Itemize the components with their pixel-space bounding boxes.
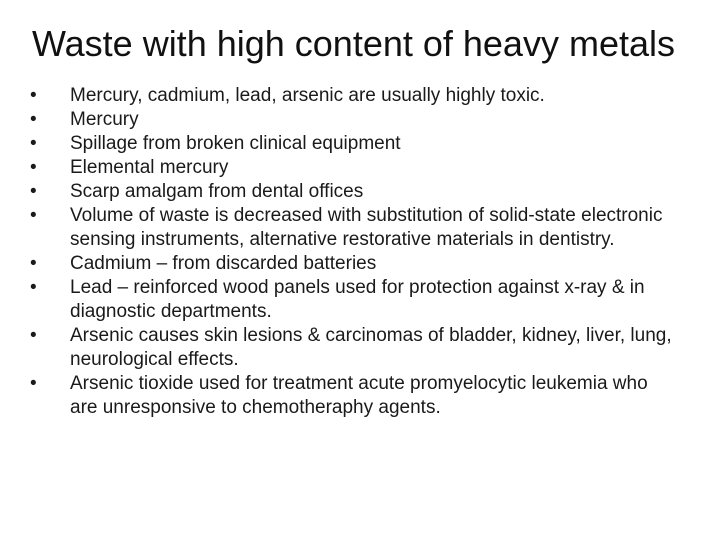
bullet-icon: • [30,133,37,154]
bullet-icon: • [30,109,37,130]
slide-title: Waste with high content of heavy metals [32,23,675,64]
list-item [30,108,680,132]
list-item [30,204,680,252]
bullet-icon: • [30,205,37,226]
bullet-text: Cadmium – from discarded batteries [70,253,377,274]
list-item [30,156,680,180]
bullet-icon: • [30,277,37,298]
bullet-text: Lead – reinforced wood panels used for protection against x-ray & in diagnostic departments. [70,277,645,322]
bullet-icon: • [30,181,37,202]
bullet-text: Arsenic tioxide used for treatment acute promyelocytic leukemia who are unresponsive to chemotheraphy agents. [70,373,648,418]
bullet-text: Volume of waste is decreased with substitution of solid-state electronic sensing instruments, alternative restorative materials in dentistry. [70,205,663,250]
list-item [30,84,680,108]
bullet-text: Arsenic causes skin lesions & carcinomas of bladder, kidney, liver, lung, neurological effects. [70,325,672,370]
bullet-text: Scarp amalgam from dental offices [70,181,364,202]
bullet-icon: • [30,85,37,106]
list-item [30,324,680,372]
bullet-list [30,84,680,420]
bullet-icon: • [30,157,37,178]
list-item [30,252,680,276]
bullet-text: Mercury, cadmium, lead, arsenic are usually highly toxic. [70,85,545,106]
list-item [30,180,680,204]
bullet-icon: • [30,253,37,274]
bullet-icon: • [30,373,37,394]
bullet-icon: • [30,325,37,346]
list-item [30,132,680,156]
bullet-text: Mercury [70,109,139,130]
bullet-text: Spillage from broken clinical equipment [70,133,401,154]
list-item [30,372,680,420]
list-item [30,276,680,324]
bullet-text: Elemental mercury [70,157,229,178]
